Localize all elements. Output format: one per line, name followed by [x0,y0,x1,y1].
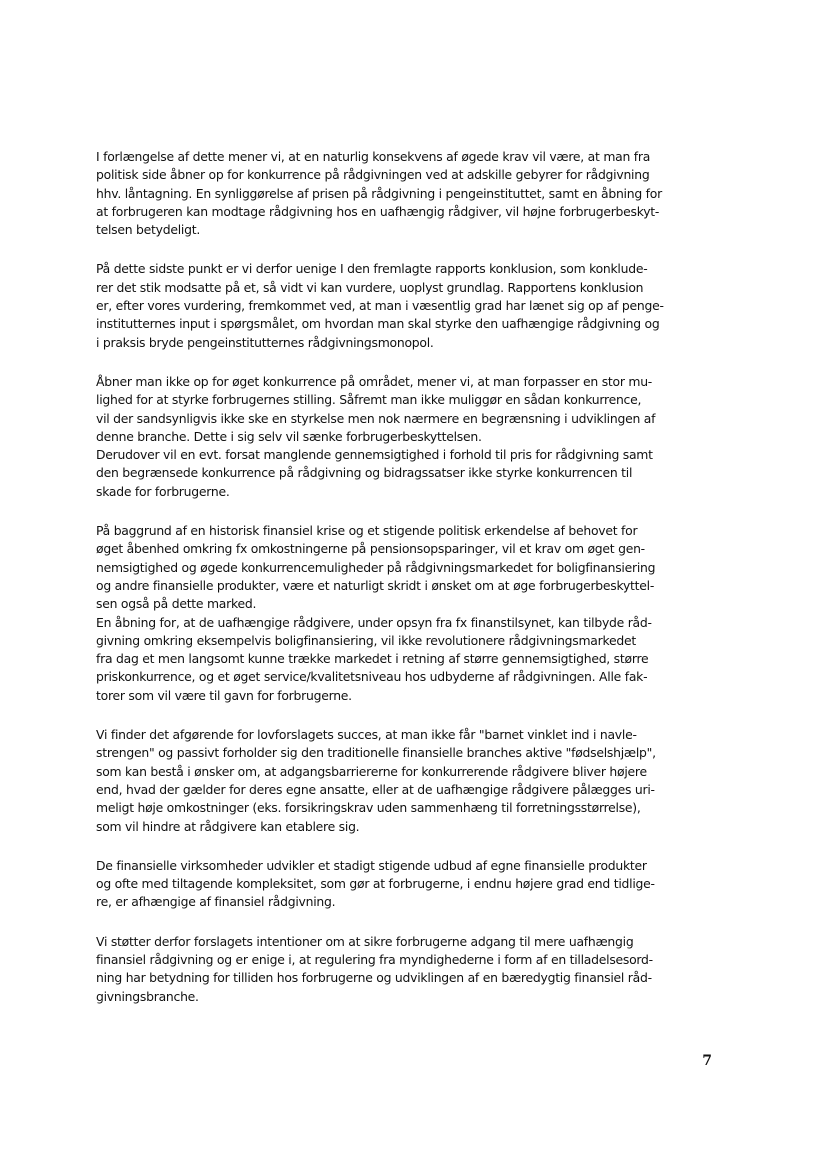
text-line: lighed for at styrke forbrugernes stilling. Såfremt man ikke muliggør en sådan konkurrence, [96,392,642,408]
text-line: En åbning for, at de uafhængige rådgivere, under opsyn fra fx finanstilsynet, kan tilbyde råd- [96,614,652,630]
paragraph [96,148,720,239]
text-line: er, efter vores vurdering, fremkommet ved, at man i væsentlig grad har lænet sig op af penge- [96,298,664,314]
text-line: som vil hindre at rådgivere kan etablere sig. [96,818,360,834]
text-line: denne branche. Dette i sig selv vil sænke forbrugerbeskyttelsen. [96,428,482,444]
text-line: rer det stik modsatte på et, så vidt vi kan vurdere, uoplyst grundlag. Rapportens konklusion [96,279,644,295]
text-line: den begrænsede konkurrence på rådgivning og bidragssatser ikke styrke konkurrencen til [96,465,633,481]
text-line: Vi støtter derfor forslagets intentioner om at sikre forbrugerne adgang til mere uafhængig [96,933,634,949]
text-line: skade for forbrugerne. [96,483,230,499]
text-line: givning omkring eksempelvis boligfinansiering, vil ikke revolutionere rådgivningsmarkedet [96,632,636,648]
text-line: re, er afhængige af finansiel rådgivning. [96,894,336,910]
text-line: På baggrund af en historisk finansiel krise og et stigende politisk erkendelse af behovet for [96,523,638,539]
text-line: ning har betydning for tilliden hos forbrugerne og udviklingen af en bæredygtig finansiel råd- [96,970,652,986]
text-line: Derudover vil en evt. forsat manglende gennemsigtighed i forhold til pris for rådgivning samt [96,447,653,463]
text-line: øget åbenhed omkring fx omkostningerne på pensionsopsparinger, vil et krav om øget gen- [96,541,645,557]
text-line: Åbner man ikke op for øget konkurrence på området, mener vi, at man forpasser en stor mu- [96,373,653,389]
paragraph [96,373,720,501]
text-line: finansiel rådgivning og er enige i, at regulering fra myndighederne i form af en tilladelsesord- [96,951,653,967]
paragraph [96,726,720,836]
text-line: Vi finder det afgørende for lovforslagets succes, at man ikke får "barnet vinklet ind i navle- [96,727,637,743]
text-line: På dette sidste punkt er vi derfor uenige I den fremlagte rapports konklusion, som konklude- [96,261,648,277]
text-line: i praksis bryde pengeinstitutternes rådgivningsmonopol. [96,334,434,350]
paragraph [96,933,720,1006]
text-line: telsen betydeligt. [96,222,201,238]
text-line: meligt høje omkostninger (eks. forsikringskrav uden sammenhæng til forretningsstørrelse), [96,800,641,816]
text-line: torer som vil være til gavn for forbrugerne. [96,687,352,703]
text-line: som kan bestå i ønsker om, at adgangsbarriererne for konkurrerende rådgivere bliver højere [96,763,647,779]
text-line: end, hvad der gælder for deres egne ansatte, eller at de uafhængige rådgivere pålægges uri- [96,781,655,797]
paragraph [96,857,720,912]
text-line: og andre finansielle produkter, være et naturligt skridt i ønsket om at øge forbrugerbeskyttel- [96,577,655,593]
text-line: priskonkurrence, og et øget service/kvalitetsniveau hos udbyderne af rådgivningen. Alle fak- [96,669,648,685]
page-number: 7 [702,1053,712,1069]
text-line: nemsigtighed og øgede konkurrencemuligheder på rådgivningsmarkedet for boligfinansiering [96,559,656,575]
text-line: politisk side åbner op for konkurrence på rådgivningen ved at adskille gebyrer for rådgivning [96,167,650,183]
text-line: fra dag et men langsomt kunne trække markedet i retning af større gennemsigtighed, større [96,651,649,667]
text-line: I forlængelse af dette mener vi, at en naturlig konsekvens af øgede krav vil være, at man fra [96,149,651,164]
paragraph [96,260,720,351]
text-line: og ofte med tiltagende kompleksitet, som gør at forbrugerne, i endnu højere grad end tidlige- [96,876,655,892]
text-line: givningsbranche. [96,988,199,1004]
text-line: vil der sandsynligvis ikke ske en styrkelse men nok nærmere en begrænsning i udviklingen af [96,410,656,426]
paragraph [96,522,720,705]
text-line: hhv. låntagning. En synliggørelse af prisen på rådgivning i pengeinstituttet, samt en åbning for [96,185,662,201]
text-line: at forbrugeren kan modtage rådgivning hos en uafhængig rådgiver, vil højne forbrugerbeskyt- [96,203,660,219]
text-line: strengen" og passivt forholder sig den traditionelle finansielle branches aktive "fødselshjælp", [96,745,656,761]
text-line: De finansielle virksomheder udvikler et stadigt stigende udbud af egne finansielle produkter [96,857,647,873]
text-line: institutternes input i spørgsmålet, om hvordan man skal styrke den uafhængige rådgivning og [96,316,660,332]
text-line: sen også på dette marked. [96,596,257,612]
body-text [96,148,720,1027]
